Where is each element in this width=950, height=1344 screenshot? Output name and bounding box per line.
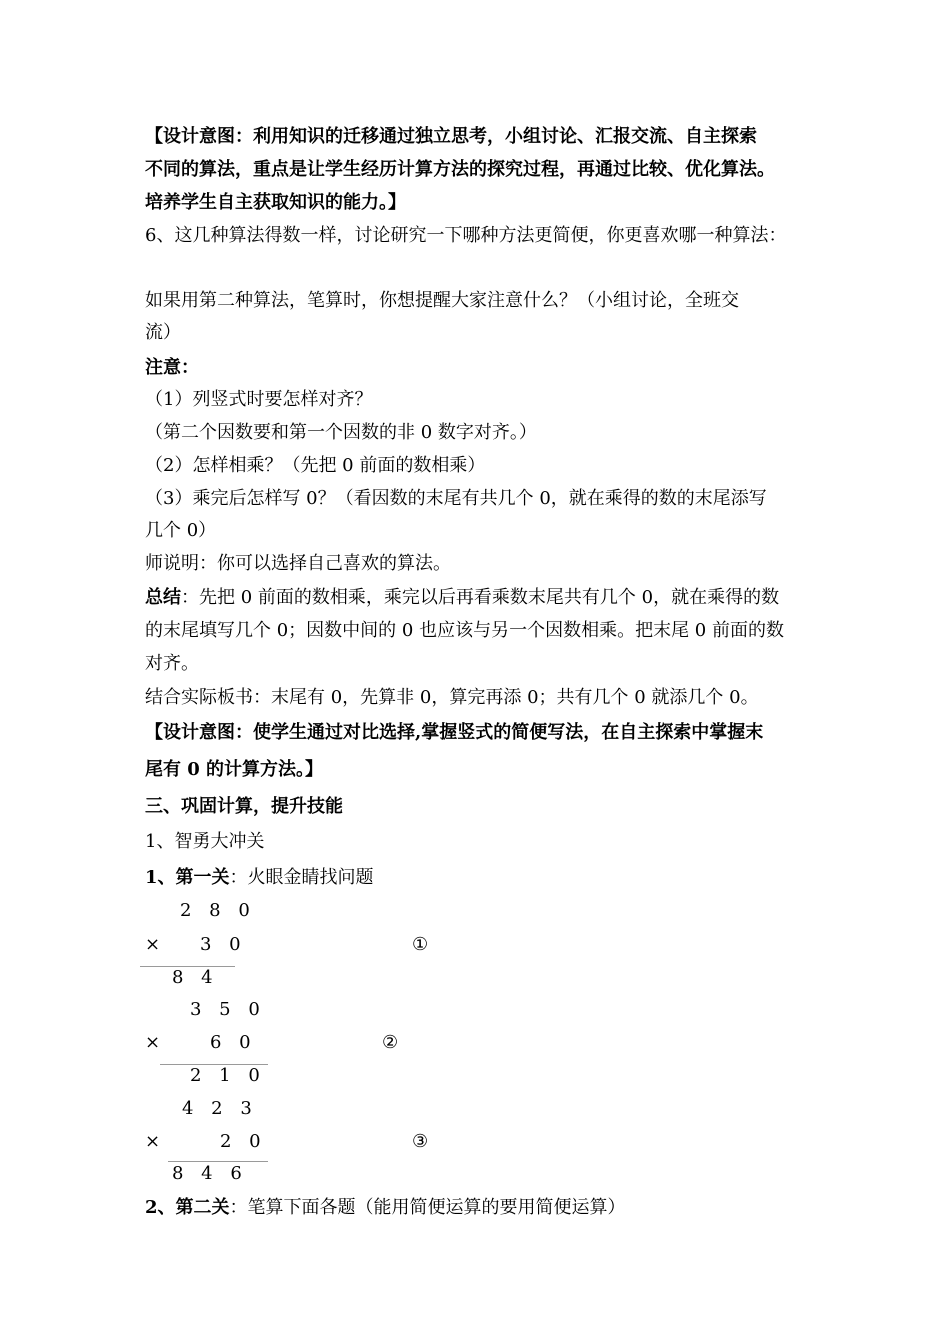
problem-1-result: 8 4 bbox=[172, 967, 219, 988]
note-item-1: （1）列竖式时要怎样对齐？ bbox=[145, 389, 373, 410]
summary-text-1: ：先把 0 前面的数相乘，乘完以后再看乘数末尾共有几个 0，就在乘得的数 bbox=[181, 587, 780, 608]
problem-2-top: 3 5 0 bbox=[190, 999, 266, 1020]
note-item-1-answer: （第二个因数要和第一个因数的非 0 数字对齐。） bbox=[145, 422, 537, 443]
board-summary: 结合实际板书：末尾有 0，先算非 0，算完再添 0；共有几个 0 就添几个 0。 bbox=[145, 687, 759, 708]
section-3-sub1: 1、智勇大冲关 bbox=[145, 831, 265, 852]
question-line1: 如果用第二种算法，笔算时，你想提醒大家注意什么？（小组讨论，全班交 bbox=[145, 290, 739, 311]
level-2-line bbox=[145, 1196, 626, 1220]
problem-1-bottom: 3 0 bbox=[200, 934, 247, 955]
step-6-text: 6、这几种算法得数一样，讨论研究一下哪种方法更简便，你更喜欢哪一种算法： bbox=[145, 225, 787, 246]
level-2-text: ：笔算下面各题（能用简便运算的要用简便运算） bbox=[229, 1197, 626, 1218]
problem-3-times-sign: × bbox=[145, 1131, 167, 1152]
question-line2: 流） bbox=[145, 322, 181, 343]
teacher-note: 师说明：你可以选择自己喜欢的算法。 bbox=[145, 553, 451, 574]
problem-1-marker: ① bbox=[412, 934, 435, 955]
design-intent-1-line1: 【设计意图：利用知识的迁移通过独立思考，小组讨论、汇报交流、自主探索 bbox=[145, 126, 757, 147]
design-intent-1-line2: 不同的算法，重点是让学生经历计算方法的探究过程，再通过比较、优化算法。 bbox=[145, 159, 775, 180]
level-1-text: ：火眼金睛找问题 bbox=[229, 867, 374, 888]
notes-heading: 注意： bbox=[145, 357, 199, 378]
problem-2-result: 2 1 0 bbox=[190, 1065, 266, 1086]
level-1-label: 1、第一关 bbox=[145, 867, 230, 888]
problem-2-bottom: 6 0 bbox=[210, 1032, 257, 1053]
problem-1-top: 2 8 0 bbox=[180, 900, 256, 921]
problem-2-times-sign: × bbox=[145, 1032, 167, 1053]
problem-3-marker: ③ bbox=[412, 1131, 435, 1152]
note-item-3-line1: （3）乘完后怎样写 0？（看因数的末尾有共几个 0，就在乘得的数的末尾添写 bbox=[145, 488, 767, 509]
summary-line1 bbox=[145, 586, 779, 610]
level-1-line bbox=[145, 866, 374, 890]
problem-3-bottom: 2 0 bbox=[220, 1131, 267, 1152]
design-intent-2-line1: 【设计意图：使学生通过对比选择,掌握竖式的简便写法，在自主探索中掌握末 bbox=[145, 722, 764, 743]
summary-line3: 对齐。 bbox=[145, 653, 199, 674]
level-2-label: 2、第二关 bbox=[145, 1197, 230, 1218]
problem-3-result: 8 4 6 bbox=[172, 1163, 248, 1184]
summary-line2: 的末尾填写几个 0；因数中间的 0 也应该与另一个因数相乘。把末尾 0 前面的数 bbox=[145, 620, 784, 641]
design-intent-1-line3: 培养学生自主获取知识的能力。】 bbox=[145, 192, 406, 213]
problem-1-times-sign: × bbox=[145, 934, 167, 955]
note-item-2: （2）怎样相乘？（先把 0 前面的数相乘） bbox=[145, 455, 486, 476]
note-item-3-line2: 几个 0） bbox=[145, 520, 217, 541]
design-intent-2-line2: 尾有 0 的计算方法。】 bbox=[145, 759, 324, 780]
problem-3-top: 4 2 3 bbox=[182, 1098, 258, 1119]
summary-label: 总结 bbox=[145, 587, 181, 608]
problem-2-marker: ② bbox=[382, 1032, 405, 1053]
section-3-heading: 三、巩固计算，提升技能 bbox=[145, 796, 343, 817]
